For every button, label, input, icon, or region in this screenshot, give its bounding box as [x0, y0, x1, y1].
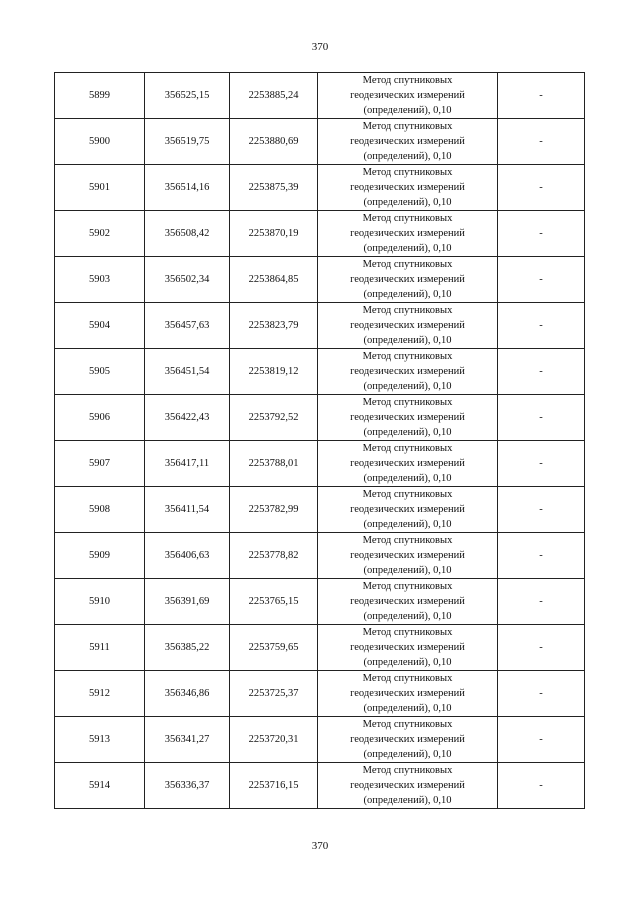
- method-cell: [318, 671, 498, 717]
- method-line: геодезических измерений: [350, 412, 465, 423]
- method-line: геодезических измерений: [350, 642, 465, 653]
- y-coordinate-cell: 2253880,69: [230, 119, 318, 165]
- table-row: [55, 671, 585, 717]
- method-line: геодезических измерений: [350, 458, 465, 469]
- point-number-cell: 5911: [55, 625, 145, 671]
- method-line: Метод спутниковых: [362, 765, 453, 776]
- method-line: Метод спутниковых: [362, 351, 453, 362]
- method-line: Метод спутниковых: [362, 535, 453, 546]
- method-line: геодезических измерений: [350, 596, 465, 607]
- y-coordinate-cell: 2253875,39: [230, 165, 318, 211]
- method-line: Метод спутниковых: [362, 489, 453, 500]
- method-line: (определений), 0,10: [363, 197, 452, 208]
- method-line: Метод спутниковых: [362, 259, 453, 270]
- method-cell: [318, 717, 498, 763]
- x-coordinate-cell: 356451,54: [145, 349, 230, 395]
- x-coordinate-cell: 356514,16: [145, 165, 230, 211]
- method-line: геодезических измерений: [350, 136, 465, 147]
- x-coordinate-cell: 356346,86: [145, 671, 230, 717]
- method-line: (определений), 0,10: [363, 703, 452, 714]
- point-number-cell: 5909: [55, 533, 145, 579]
- x-coordinate-cell: 356406,63: [145, 533, 230, 579]
- x-coordinate-cell: 356391,69: [145, 579, 230, 625]
- x-coordinate-cell: 356411,54: [145, 487, 230, 533]
- method-line: (определений), 0,10: [363, 565, 452, 576]
- method-cell: [318, 73, 498, 119]
- table-row: [55, 257, 585, 303]
- method-cell: [318, 487, 498, 533]
- method-line: (определений), 0,10: [363, 657, 452, 668]
- note-cell: -: [498, 671, 585, 717]
- method-line: геодезических измерений: [350, 366, 465, 377]
- note-cell: -: [498, 73, 585, 119]
- method-line: геодезических измерений: [350, 504, 465, 515]
- x-coordinate-cell: 356385,22: [145, 625, 230, 671]
- y-coordinate-cell: 2253864,85: [230, 257, 318, 303]
- note-cell: -: [498, 441, 585, 487]
- method-cell: [318, 579, 498, 625]
- method-cell: [318, 119, 498, 165]
- table-row: [55, 73, 585, 119]
- y-coordinate-cell: 2253716,15: [230, 763, 318, 809]
- method-line: (определений), 0,10: [363, 749, 452, 760]
- table-row: [55, 441, 585, 487]
- y-coordinate-cell: 2253725,37: [230, 671, 318, 717]
- method-line: геодезических измерений: [350, 182, 465, 193]
- method-line: геодезических измерений: [350, 274, 465, 285]
- method-line: Метод спутниковых: [362, 121, 453, 132]
- method-cell: [318, 349, 498, 395]
- y-coordinate-cell: 2253759,65: [230, 625, 318, 671]
- method-cell: [318, 533, 498, 579]
- x-coordinate-cell: 356417,11: [145, 441, 230, 487]
- method-line: (определений), 0,10: [363, 381, 452, 392]
- x-coordinate-cell: 356457,63: [145, 303, 230, 349]
- point-number-cell: 5902: [55, 211, 145, 257]
- table-row: [55, 395, 585, 441]
- point-number-cell: 5912: [55, 671, 145, 717]
- note-cell: -: [498, 349, 585, 395]
- x-coordinate-cell: 356508,42: [145, 211, 230, 257]
- note-cell: -: [498, 395, 585, 441]
- x-coordinate-cell: 356341,27: [145, 717, 230, 763]
- method-line: геодезических измерений: [350, 320, 465, 331]
- y-coordinate-cell: 2253720,31: [230, 717, 318, 763]
- table-row: [55, 119, 585, 165]
- page-number-bottom: 370: [311, 840, 329, 852]
- method-line: Метод спутниковых: [362, 75, 453, 86]
- note-cell: -: [498, 717, 585, 763]
- method-line: Метод спутниковых: [362, 581, 453, 592]
- point-number-cell: 5899: [55, 73, 145, 119]
- note-cell: -: [498, 487, 585, 533]
- method-line: геодезических измерений: [350, 228, 465, 239]
- method-cell: [318, 257, 498, 303]
- method-line: Метод спутниковых: [362, 443, 453, 454]
- method-line: Метод спутниковых: [362, 627, 453, 638]
- table-body: [55, 73, 585, 809]
- x-coordinate-cell: 356336,37: [145, 763, 230, 809]
- table-row: [55, 165, 585, 211]
- x-coordinate-cell: 356519,75: [145, 119, 230, 165]
- method-line: Метод спутниковых: [362, 213, 453, 224]
- method-line: геодезических измерений: [350, 550, 465, 561]
- table-row: [55, 211, 585, 257]
- x-coordinate-cell: 356502,34: [145, 257, 230, 303]
- point-number-cell: 5910: [55, 579, 145, 625]
- point-number-cell: 5905: [55, 349, 145, 395]
- point-number-cell: 5913: [55, 717, 145, 763]
- note-cell: -: [498, 579, 585, 625]
- note-cell: -: [498, 257, 585, 303]
- method-line: (определений), 0,10: [363, 243, 452, 254]
- table-row: [55, 625, 585, 671]
- table-row: [55, 349, 585, 395]
- point-number-cell: 5907: [55, 441, 145, 487]
- method-line: (определений), 0,10: [363, 151, 452, 162]
- y-coordinate-cell: 2253788,01: [230, 441, 318, 487]
- note-cell: -: [498, 763, 585, 809]
- x-coordinate-cell: 356422,43: [145, 395, 230, 441]
- table-row: [55, 717, 585, 763]
- note-cell: -: [498, 119, 585, 165]
- method-cell: [318, 625, 498, 671]
- note-cell: -: [498, 211, 585, 257]
- method-cell: [318, 395, 498, 441]
- method-cell: [318, 763, 498, 809]
- method-cell: [318, 441, 498, 487]
- table-row: [55, 487, 585, 533]
- page-number-top: 370: [311, 41, 329, 53]
- method-line: (определений), 0,10: [363, 611, 452, 622]
- y-coordinate-cell: 2253885,24: [230, 73, 318, 119]
- table-row: [55, 763, 585, 809]
- y-coordinate-cell: 2253792,52: [230, 395, 318, 441]
- point-number-cell: 5914: [55, 763, 145, 809]
- note-cell: -: [498, 165, 585, 211]
- method-line: Метод спутниковых: [362, 397, 453, 408]
- table-row: [55, 533, 585, 579]
- point-number-cell: 5906: [55, 395, 145, 441]
- method-line: (определений), 0,10: [363, 105, 452, 116]
- method-line: геодезических измерений: [350, 734, 465, 745]
- method-line: (определений), 0,10: [363, 473, 452, 484]
- table-row: [55, 579, 585, 625]
- note-cell: -: [498, 625, 585, 671]
- point-number-cell: 5908: [55, 487, 145, 533]
- method-line: Метод спутниковых: [362, 673, 453, 684]
- method-line: (определений), 0,10: [363, 289, 452, 300]
- method-line: (определений), 0,10: [363, 519, 452, 530]
- y-coordinate-cell: 2253870,19: [230, 211, 318, 257]
- y-coordinate-cell: 2253823,79: [230, 303, 318, 349]
- y-coordinate-cell: 2253778,82: [230, 533, 318, 579]
- coordinates-table: [54, 72, 585, 809]
- table-row: [55, 303, 585, 349]
- point-number-cell: 5903: [55, 257, 145, 303]
- point-number-cell: 5901: [55, 165, 145, 211]
- method-cell: [318, 165, 498, 211]
- y-coordinate-cell: 2253765,15: [230, 579, 318, 625]
- point-number-cell: 5900: [55, 119, 145, 165]
- method-line: Метод спутниковых: [362, 719, 453, 730]
- method-cell: [318, 303, 498, 349]
- note-cell: -: [498, 303, 585, 349]
- y-coordinate-cell: 2253819,12: [230, 349, 318, 395]
- method-line: (определений), 0,10: [363, 427, 452, 438]
- method-line: (определений), 0,10: [363, 795, 452, 806]
- note-cell: -: [498, 533, 585, 579]
- y-coordinate-cell: 2253782,99: [230, 487, 318, 533]
- method-line: Метод спутниковых: [362, 167, 453, 178]
- method-line: геодезических измерений: [350, 780, 465, 791]
- point-number-cell: 5904: [55, 303, 145, 349]
- method-line: (определений), 0,10: [363, 335, 452, 346]
- method-line: Метод спутниковых: [362, 305, 453, 316]
- method-line: геодезических измерений: [350, 688, 465, 699]
- method-cell: [318, 211, 498, 257]
- method-line: геодезических измерений: [350, 90, 465, 101]
- x-coordinate-cell: 356525,15: [145, 73, 230, 119]
